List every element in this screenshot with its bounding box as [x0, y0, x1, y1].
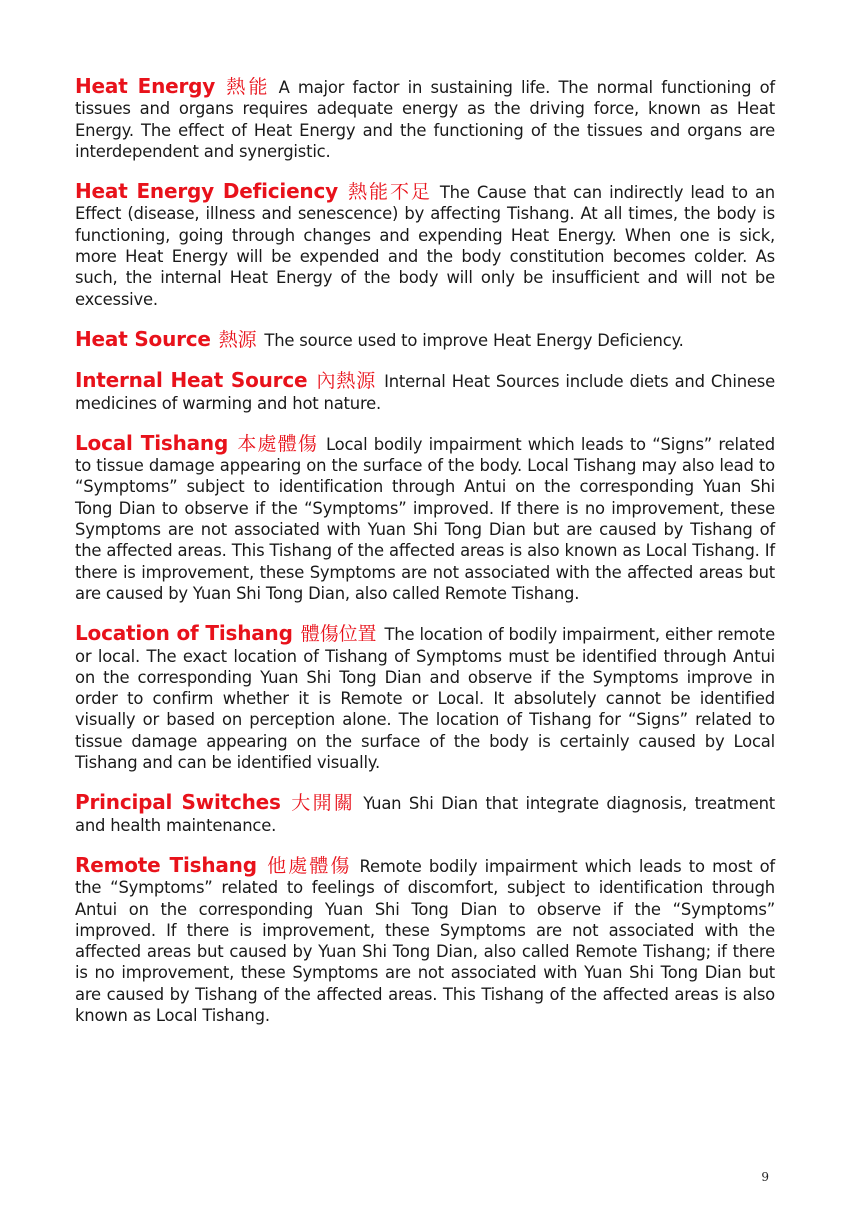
glossary-page [75, 76, 775, 1045]
glossary-entry-remote-tishang [75, 852, 775, 1026]
glossary-definition: The source used to improve Heat Energy Deficiency. [264, 330, 684, 350]
glossary-entry-principal-switches [75, 792, 775, 836]
page-number: 9 [761, 1170, 769, 1184]
glossary-term: Local Tishang [75, 430, 229, 455]
glossary-definition: Internal Heat Sources include diets and Chinese medicines of warming and hot nature. [75, 372, 775, 413]
glossary-term-chinese: 內熱源 [315, 370, 377, 393]
glossary-entry-local-tishang [75, 430, 776, 604]
glossary-definition: Remote bodily impairment which leads to most of the “Symptoms” related to feelings of discomfort, subject to identification through Antui on the corresponding Yuan Shi Tong Dian to observe if the “Symptoms” improved. If there is improvement, these Symptoms are not associated with the affected areas but caused by Yuan Shi Tong Dian, also called Remote Tishang; if there is no improvement, these Symptoms are not associated with Yuan Shi Tong Dian but are caused by Tishang of the affected areas. This Tishang of the affected areas is also known as Local Tishang. [75, 856, 775, 1025]
glossary-term-chinese: 大開關 [288, 792, 356, 815]
glossary-entry-heat-source [75, 326, 775, 351]
glossary-definition: Local bodily impairment which leads to “Signs” related to tissue damage appearing on the surface of the body. Local Tishang may also lead to “Symptoms” subject to identification through Antui on the corresponding Yuan Shi Tong Dian to observe if the “Symptoms” improved. If there is no improvement, these Symptoms are not associated with Yuan Shi Tong Dian but are caused by Tishang of the affected areas. This Tishang of the affected areas is also known as Local Tishang. If there is improvement, these Symptoms are not associated with the affected areas but are caused by Yuan Shi Tong Dian, also called Remote Tishang. [75, 434, 776, 603]
glossary-definition: A major factor in sustaining life. The normal functioning of tissues and organs requires adequate energy as the driving force, known as Heat Energy. The effect of Heat Energy and the functioning of the tissues and organs are interdependent and synergistic. [75, 78, 775, 161]
glossary-term-chinese: 體傷位置 [300, 623, 377, 646]
glossary-term-chinese: 熱源 [218, 328, 257, 351]
glossary-definition: The location of bodily impairment, either remote or local. The exact location of Tishang of Symptoms must be identified through Antui on the corresponding Yuan Shi Tong Dian and observe if the Symptoms improve in order to confirm whether it is Remote or Local. It absolutely cannot be identified visually or based on perception alone. The location of Tishang for “Signs” related to tissue damage appearing on the surface of the body is certainly caused by Local Tishang and can be identified visually. [75, 625, 775, 773]
glossary-term: Remote Tishang [75, 852, 257, 877]
glossary-term: Internal Heat Source [75, 368, 308, 393]
glossary-definition: The Cause that can indirectly lead to an Effect (disease, illness and senescence) by affecting Tishang. At all times, the body is functioning, going through changes and expending Heat Energy. When one is sick, more Heat Energy will be expended and the body constitution becomes colder. As such, the internal Heat Energy of the body will only be insufficient and will not be excessive. [75, 183, 775, 309]
glossary-term: Location of Tishang [75, 621, 293, 646]
glossary-term: Heat Source [75, 326, 211, 351]
glossary-entry-heat-energy-deficiency [75, 181, 775, 310]
glossary-entry-internal-heat-source [75, 370, 775, 414]
glossary-term-chinese: 他處體傷 [264, 854, 352, 877]
glossary-term: Principal Switches [75, 790, 281, 815]
glossary-term-chinese: 熱能 [223, 76, 271, 98]
glossary-term: Heat Energy Deficiency [75, 179, 338, 204]
glossary-entry-heat-energy [75, 76, 775, 162]
glossary-term-chinese: 本處體傷 [236, 432, 318, 455]
glossary-term-chinese: 熱能不足 [345, 181, 432, 204]
glossary-term: Heat Energy [75, 74, 216, 98]
glossary-definition: Yuan Shi Dian that integrate diagnosis, treatment and health maintenance. [75, 794, 775, 835]
glossary-entry-location-of-tishang [75, 623, 775, 773]
